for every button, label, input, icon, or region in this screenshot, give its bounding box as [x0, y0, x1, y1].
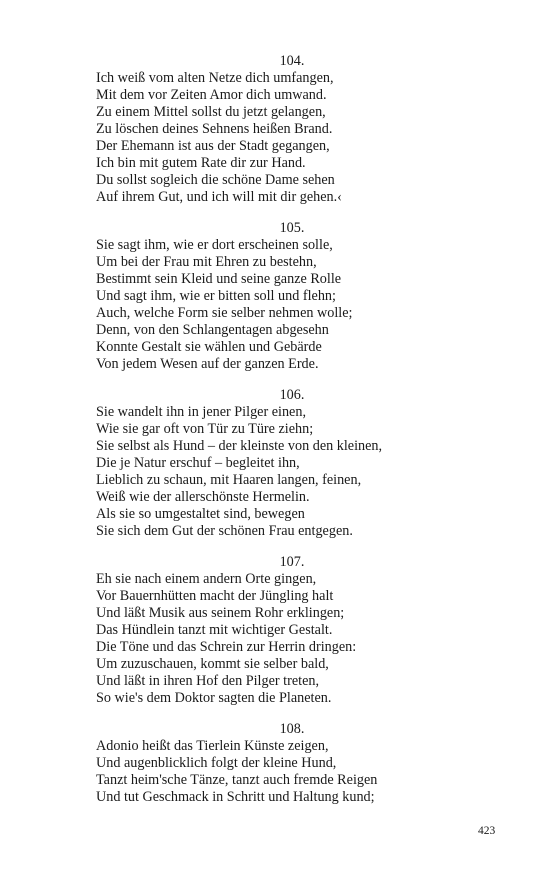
- stanza-105: [96, 220, 456, 373]
- verse-line: Zu einem Mittel sollst du jetzt gelangen,: [96, 104, 326, 120]
- stanza-107: [96, 554, 456, 707]
- verse-line: Auch, welche Form sie selber nehmen wolle;: [96, 305, 353, 321]
- verse-line: Eh sie nach einem andern Orte gingen,: [96, 571, 317, 587]
- verse-line: Und augenblicklich folgt der kleine Hund,: [96, 755, 337, 771]
- verse-line: Sie wandelt ihn in jener Pilger einen,: [96, 404, 306, 420]
- verse-line: Sie sagt ihm, wie er dort erscheinen solle,: [96, 237, 333, 253]
- verse-line: Das Hündlein tanzt mit wichtiger Gestalt.: [96, 622, 333, 638]
- verse-line: Lieblich zu schaun, mit Haaren langen, feinen,: [96, 472, 362, 488]
- stanza-number: 106.: [279, 387, 305, 403]
- page-number: 423: [478, 825, 496, 837]
- verse-line: Auf ihrem Gut, und ich will mit dir gehen.‹: [96, 189, 342, 205]
- verse-line: Zu löschen deines Sehnens heißen Brand.: [96, 121, 333, 137]
- verse-line: Und läßt Musik aus seinem Rohr erklingen;: [96, 605, 345, 621]
- verse-line: Und läßt in ihren Hof den Pilger treten,: [96, 673, 320, 689]
- stanza-108: [96, 721, 456, 806]
- verse-line: Sie sich dem Gut der schönen Frau entgegen.: [96, 523, 353, 539]
- verse-line: Von jedem Wesen auf der ganzen Erde.: [96, 356, 319, 372]
- verse-line: Vor Bauernhütten macht der Jüngling halt: [96, 588, 334, 604]
- verse-line: Als sie so umgestaltet sind, bewegen: [96, 506, 305, 522]
- stanza-106: [96, 387, 456, 540]
- verse-line: Die je Natur erschuf – begleitet ihn,: [96, 455, 300, 471]
- verse-line: Bestimmt sein Kleid und seine ganze Rolle: [96, 271, 342, 287]
- stanza-number: 105.: [279, 220, 305, 236]
- verse-line: Mit dem vor Zeiten Amor dich umwand.: [96, 87, 327, 103]
- stanza-number: 107.: [279, 554, 305, 570]
- verse-line: Ich weiß vom alten Netze dich umfangen,: [96, 70, 334, 86]
- verse-line: Tanzt heim'sche Tänze, tanzt auch fremde Reigen: [96, 772, 378, 788]
- verse-line: Wie sie gar oft von Tür zu Türe ziehn;: [96, 421, 314, 437]
- stanza-number: 104.: [279, 53, 305, 69]
- verse-line: Denn, von den Schlangentagen abgesehn: [96, 322, 329, 338]
- verse-line: Die Töne und das Schrein zur Herrin dringen:: [96, 639, 357, 655]
- verse-line: Um zuzuschauen, kommt sie selber bald,: [96, 656, 329, 672]
- verse-line: Und tut Geschmack in Schritt und Haltung kund;: [96, 789, 375, 805]
- verse-line: Um bei der Frau mit Ehren zu bestehn,: [96, 254, 317, 270]
- stanza-104: [96, 53, 456, 206]
- verse-line: Ich bin mit gutem Rate dir zur Hand.: [96, 155, 306, 171]
- verse-line: Konnte Gestalt sie wählen und Gebärde: [96, 339, 322, 355]
- verse-line: Und sagt ihm, wie er bitten soll und flehn;: [96, 288, 336, 304]
- verse-line: Weiß wie der allerschönste Hermelin.: [96, 489, 310, 505]
- verse-line: Der Ehemann ist aus der Stadt gegangen,: [96, 138, 330, 154]
- stanza-number: 108.: [279, 721, 305, 737]
- verse-line: Du sollst sogleich die schöne Dame sehen: [96, 172, 335, 188]
- verse-line: So wie's dem Doktor sagten die Planeten.: [96, 690, 332, 706]
- verse-line: Sie selbst als Hund – der kleinste von den kleinen,: [96, 438, 383, 454]
- verse-line: Adonio heißt das Tierlein Künste zeigen,: [96, 738, 329, 754]
